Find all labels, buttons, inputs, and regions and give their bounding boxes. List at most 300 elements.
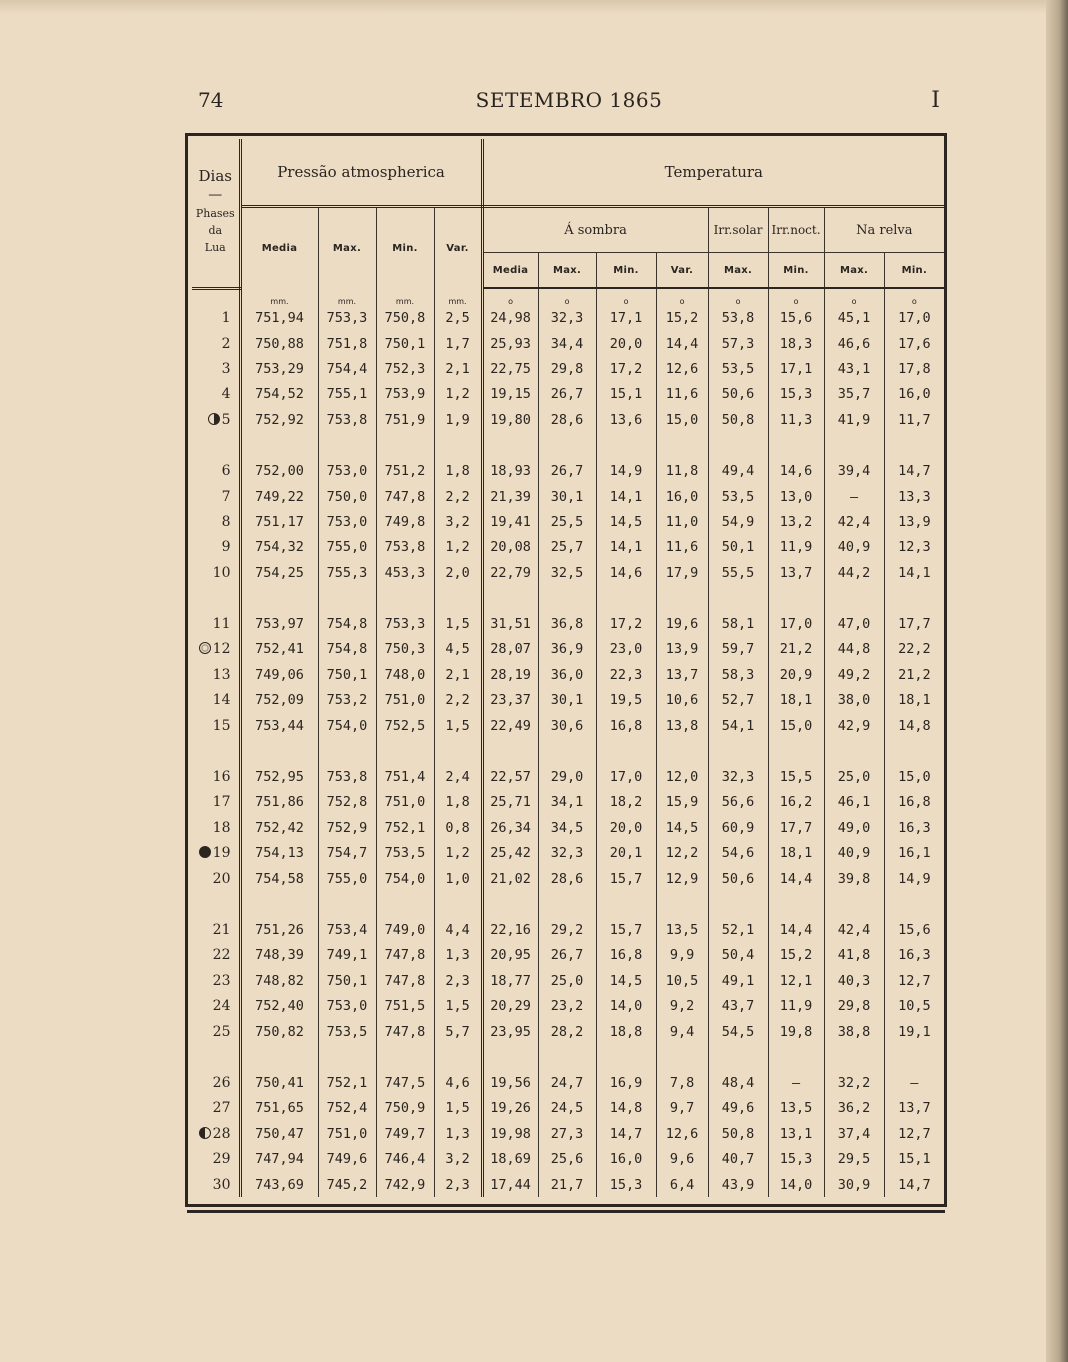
table-row [192,509,944,534]
p-var-cell: 3,2 [434,509,482,534]
p-min-cell: 751,2 [376,458,434,483]
day-number: 9 [221,539,231,556]
day-number: 22 [212,947,231,964]
irr-solar-cell: 54,1 [708,713,768,738]
spacer-cell [596,585,656,611]
s-media-cell: 19,41 [482,509,538,534]
spacer-cell [768,585,824,611]
irr-solar-cell: 50,6 [708,382,768,407]
pressao-media-header: Media [240,207,318,289]
p-max-cell: 754,8 [318,611,376,636]
s-var-cell: 14,5 [656,815,708,840]
group-spacer [192,1044,944,1070]
irr-noct-cell: 14,4 [768,917,824,942]
spacer-cell [434,585,482,611]
p-var-cell: 5,7 [434,1019,482,1044]
p-media-cell: 752,41 [240,637,318,662]
irr-solar-cell: 49,6 [708,1096,768,1121]
sombra-media-header: Media [482,253,538,289]
spacer-cell [240,891,318,917]
irr-solar-cell: 54,6 [708,841,768,866]
table-row [192,993,944,1018]
p-min-cell: 752,5 [376,713,434,738]
s-max-cell: 25,6 [538,1146,596,1171]
relva-max-cell: 39,4 [824,458,884,483]
s-min-cell: 14,0 [596,993,656,1018]
irr-noct-cell: 18,1 [768,841,824,866]
irr-noct-cell: 14,4 [768,866,824,891]
relva-min-cell: 19,1 [898,1023,931,1040]
p-max-cell: 749,1 [318,943,376,968]
p-min-cell: 754,0 [376,866,434,891]
p-min-cell: 752,1 [376,815,434,840]
p-media-cell: 754,13 [240,841,318,866]
p-min-cell: 749,7 [376,1121,434,1146]
p-media-cell: 751,94 [240,306,318,331]
table-row [192,637,944,662]
s-min-cell: 14,5 [596,509,656,534]
p-min-cell: 753,9 [376,382,434,407]
day-cell [192,764,240,789]
spacer-cell [768,432,824,458]
day-number: 29 [212,1151,231,1168]
phases-label: Lua [204,241,226,254]
unit-cell: mm. [376,288,434,306]
irr-noct-cell: 21,2 [768,637,824,662]
s-max-cell: 24,5 [538,1096,596,1121]
p-min-cell: 747,5 [376,1070,434,1095]
spacer-cell [708,1044,768,1070]
irr-noct-cell: 19,8 [768,1019,824,1044]
table-row [192,968,944,993]
spacer-cell [538,585,596,611]
unit-cell: mm. [240,288,318,306]
dias-dash: — [208,187,223,203]
day-number: 7 [221,488,231,505]
spacer-cell [318,738,376,764]
page-binding-edge [1046,0,1068,1362]
p-var-cell: 1,5 [434,713,482,738]
relva-min-cell: 11,7 [898,411,931,428]
s-max-cell: 36,8 [538,611,596,636]
day-cell [192,1019,240,1044]
irr-noct-cell: 13,1 [768,1121,824,1146]
a-sombra-header: Á sombra [482,207,708,253]
irr-solar-cell: 52,7 [708,688,768,713]
p-max-cell: 754,4 [318,356,376,381]
s-min-cell: 15,7 [596,866,656,891]
p-var-cell: 1,5 [434,993,482,1018]
s-var-cell: 9,7 [656,1096,708,1121]
p-max-cell: 752,8 [318,790,376,815]
p-media-cell: 748,39 [240,943,318,968]
day-cell [192,1070,240,1095]
spacer-cell [538,891,596,917]
s-var-cell: 13,7 [656,662,708,687]
p-var-cell: 2,3 [434,968,482,993]
irr-noct-cell: 15,6 [768,306,824,331]
p-max-cell: 755,3 [318,560,376,585]
s-max-cell: 23,2 [538,993,596,1018]
day-number: 10 [212,564,231,581]
s-var-cell: 10,6 [656,688,708,713]
s-var-cell: 13,8 [656,713,708,738]
spacer-cell [240,738,318,764]
s-min-cell: 16,8 [596,943,656,968]
sombra-var-header: Var. [656,253,708,289]
p-media-cell: 749,22 [240,484,318,509]
irr-noct-cell: 18,3 [768,331,824,356]
s-media-cell: 22,49 [482,713,538,738]
s-min-cell: 22,3 [596,662,656,687]
p-var-cell: 2,0 [434,560,482,585]
group-spacer [192,432,944,458]
p-media-cell: 749,06 [240,662,318,687]
s-max-cell: 30,6 [538,713,596,738]
s-min-cell: 20,0 [596,331,656,356]
s-var-cell: 12,9 [656,866,708,891]
page-number: 74 [198,88,224,112]
s-media-cell: 23,37 [482,688,538,713]
s-min-cell: 17,0 [596,764,656,789]
irr-noct-cell: 18,1 [768,688,824,713]
irr-solar-cell: 57,3 [708,331,768,356]
new-moon-icon [199,846,211,858]
relva-max-cell: 49,2 [824,662,884,687]
day-number: 6 [221,463,231,480]
relva-max-cell: 36,2 [824,1096,884,1121]
s-media-cell: 19,15 [482,382,538,407]
table-row [192,713,944,738]
p-var-cell: 2,3 [434,1172,482,1197]
relva-max-cell: 41,9 [824,407,884,432]
day-number: 8 [221,513,231,530]
s-min-cell: 15,3 [596,1172,656,1197]
meteorological-table [192,139,944,1197]
s-min-cell: 20,0 [596,815,656,840]
day-number: 26 [212,1074,231,1091]
irr-solar-cell: 50,1 [708,535,768,560]
relva-min-cell: 22,2 [898,641,931,658]
irr-noct-min-header: Min. [768,253,824,289]
table-row [192,560,944,585]
irr-noct-cell: 15,3 [768,382,824,407]
p-var-cell: 1,2 [434,382,482,407]
spacer-cell [434,1044,482,1070]
s-media-cell: 20,29 [482,993,538,1018]
irr-noct-cell: 11,9 [768,993,824,1018]
spacer-cell [434,891,482,917]
p-max-cell: 753,3 [318,306,376,331]
s-media-cell: 18,77 [482,968,538,993]
table-row [192,1096,944,1121]
irr-solar-cell: 53,8 [708,306,768,331]
s-media-cell: 28,19 [482,662,538,687]
s-media-cell: 17,44 [482,1172,538,1197]
s-var-cell: 12,6 [656,356,708,381]
s-var-cell: 9,2 [656,993,708,1018]
pressao-var-header: Var. [434,207,482,289]
spacer-cell [596,432,656,458]
relva-max-cell: 47,0 [824,611,884,636]
s-max-cell: 26,7 [538,382,596,407]
spacer-cell [656,432,708,458]
day-cell [192,713,240,738]
p-var-cell: 1,8 [434,790,482,815]
relva-min-cell: 13,3 [898,488,931,505]
relva-min-cell: 17,7 [898,616,931,633]
s-max-cell: 26,7 [538,458,596,483]
relva-max-cell: 46,1 [824,790,884,815]
irr-noct-cell: 20,9 [768,662,824,687]
table-row [192,407,944,432]
relva-min-cell: 12,7 [898,972,931,989]
p-media-cell: 747,94 [240,1146,318,1171]
p-var-cell: 2,4 [434,764,482,789]
spacer-cell [768,738,824,764]
s-var-cell: 13,9 [656,637,708,662]
spacer-cell [708,738,768,764]
day-number: 12 [212,641,231,658]
table-row [192,943,944,968]
phases-label: da [208,224,223,237]
p-max-cell: 751,8 [318,331,376,356]
dias-label: Dias [198,167,232,185]
s-media-cell: 19,98 [482,1121,538,1146]
relva-min-cell: 14,9 [898,870,931,887]
p-var-cell: 1,9 [434,407,482,432]
table-body [192,288,944,1197]
spacer-cell [538,432,596,458]
s-media-cell: 25,42 [482,841,538,866]
spacer-cell [768,891,824,917]
p-media-cell: 752,42 [240,815,318,840]
spacer-cell [318,432,376,458]
day-cell [192,331,240,356]
irr-solar-cell: 54,9 [708,509,768,534]
day-cell [192,1121,240,1146]
relva-max-cell: 43,1 [824,356,884,381]
p-max-cell: 752,9 [318,815,376,840]
spacer-cell [656,891,708,917]
s-min-cell: 14,1 [596,484,656,509]
s-min-cell: 14,7 [596,1121,656,1146]
spacer-cell [318,891,376,917]
s-min-cell: 18,8 [596,1019,656,1044]
day-cell [192,815,240,840]
p-min-cell: 747,8 [376,484,434,509]
irr-noct-cell: 17,0 [768,611,824,636]
p-media-cell: 750,88 [240,331,318,356]
irr-noct-cell: 15,3 [768,1146,824,1171]
irr-noct-cell: 14,0 [768,1172,824,1197]
relva-min-cell: 16,1 [898,845,931,862]
day-cell [192,356,240,381]
p-var-cell: 1,0 [434,866,482,891]
spacer-cell [482,891,538,917]
irr-solar-cell: 52,1 [708,917,768,942]
relva-min-cell: 12,3 [898,539,931,556]
s-var-cell: 11,6 [656,382,708,407]
irr-noct-cell: 13,0 [768,484,824,509]
table-row [192,764,944,789]
relva-max-cell: 40,9 [824,841,884,866]
spacer-cell [240,432,318,458]
p-max-cell: 753,0 [318,509,376,534]
p-max-cell: 751,0 [318,1121,376,1146]
s-media-cell: 31,51 [482,611,538,636]
unit-cell: o [656,288,708,306]
irr-noct-cell: 11,3 [768,407,824,432]
p-min-cell: 753,3 [376,611,434,636]
table-frame [185,133,947,1207]
relva-max-cell: 44,2 [824,560,884,585]
irr-noct-cell: 15,2 [768,943,824,968]
p-media-cell: 751,17 [240,509,318,534]
s-media-cell: 23,95 [482,1019,538,1044]
irr-noct-cell: 17,1 [768,356,824,381]
spacer-cell [192,738,240,764]
table-row [192,1019,944,1044]
day-cell [192,535,240,560]
day-number: 24 [212,998,231,1015]
p-var-cell: 1,3 [434,943,482,968]
irr-noct-cell: 13,5 [768,1096,824,1121]
spacer-cell [884,891,944,917]
s-media-cell: 21,02 [482,866,538,891]
s-max-cell: 36,9 [538,637,596,662]
relva-min-cell: 10,5 [898,998,931,1015]
group-spacer [192,891,944,917]
relva-min-cell: 15,0 [898,769,931,786]
unit-cell [192,288,240,306]
relva-max-cell: 38,8 [824,1019,884,1044]
day-number: 30 [212,1176,231,1193]
spacer-cell [538,1044,596,1070]
spacer-cell [708,891,768,917]
table-row [192,306,944,331]
s-var-cell: 7,8 [656,1070,708,1095]
p-min-cell: 746,4 [376,1146,434,1171]
s-min-cell: 20,1 [596,841,656,866]
day-cell [192,943,240,968]
relva-max-cell: 29,5 [824,1146,884,1171]
relva-max-cell: 41,8 [824,943,884,968]
spacer-cell [824,1044,884,1070]
irr-noct-cell: 13,7 [768,560,824,585]
p-var-cell: 1,3 [434,1121,482,1146]
table-row [192,841,944,866]
s-media-cell: 28,07 [482,637,538,662]
day-number: 20 [212,870,231,887]
irr-solar-cell: 48,4 [708,1070,768,1095]
spacer-cell [376,738,434,764]
p-max-cell: 753,0 [318,458,376,483]
s-var-cell: 9,4 [656,1019,708,1044]
day-cell [192,1172,240,1197]
spacer-cell [656,585,708,611]
spacer-cell [884,432,944,458]
table-row [192,1070,944,1095]
spacer-cell [824,891,884,917]
p-media-cell: 748,82 [240,968,318,993]
irr-noct-cell: 16,2 [768,790,824,815]
s-media-cell: 20,95 [482,943,538,968]
p-max-cell: 753,8 [318,764,376,789]
s-min-cell: 16,8 [596,713,656,738]
p-min-cell: 747,8 [376,968,434,993]
p-max-cell: 745,2 [318,1172,376,1197]
p-min-cell: 752,3 [376,356,434,381]
day-cell [192,866,240,891]
s-min-cell: 14,5 [596,968,656,993]
s-var-cell: 12,0 [656,764,708,789]
relva-max-cell: 49,0 [824,815,884,840]
spacer-cell [884,585,944,611]
p-media-cell: 750,41 [240,1070,318,1095]
page-title: SETEMBRO 1865 [475,88,663,112]
table-row [192,662,944,687]
p-min-cell: 750,9 [376,1096,434,1121]
day-cell [192,917,240,942]
relva-max-cell: 42,4 [824,509,884,534]
sombra-min-header: Min. [596,253,656,289]
p-media-cell: 750,47 [240,1121,318,1146]
day-number: 19 [212,845,231,862]
irr-solar-cell: 60,9 [708,815,768,840]
s-max-cell: 30,1 [538,484,596,509]
table-row [192,1146,944,1171]
s-var-cell: 9,9 [656,943,708,968]
s-var-cell: 9,6 [656,1146,708,1171]
irr-solar-cell: 53,5 [708,356,768,381]
p-var-cell: 2,1 [434,356,482,381]
p-min-cell: 751,0 [376,790,434,815]
spacer-cell [768,1044,824,1070]
p-media-cell: 751,65 [240,1096,318,1121]
s-min-cell: 14,1 [596,535,656,560]
p-media-cell: 751,86 [240,790,318,815]
relva-min-cell: 14,8 [898,717,931,734]
spacer-cell [434,432,482,458]
table-row [192,1121,944,1146]
p-var-cell: 2,5 [434,306,482,331]
p-var-cell: 1,7 [434,331,482,356]
s-max-cell: 34,4 [538,331,596,356]
s-min-cell: 17,2 [596,611,656,636]
p-var-cell: 2,2 [434,688,482,713]
s-min-cell: 13,6 [596,407,656,432]
s-media-cell: 18,93 [482,458,538,483]
p-media-cell: 751,26 [240,917,318,942]
spacer-cell [192,1044,240,1070]
unit-cell: o [768,288,824,306]
p-media-cell: 752,92 [240,407,318,432]
irr-noct-header: Irr.noct. [768,207,824,253]
s-max-cell: 34,1 [538,790,596,815]
s-var-cell: 11,6 [656,535,708,560]
spacer-cell [376,432,434,458]
spacer-cell [656,738,708,764]
irr-solar-cell: 58,1 [708,611,768,636]
relva-min-cell: 16,3 [898,819,931,836]
p-max-cell: 752,4 [318,1096,376,1121]
p-max-cell: 755,0 [318,866,376,891]
group-spacer [192,585,944,611]
spacer-cell [824,585,884,611]
spacer-cell [318,1044,376,1070]
s-min-cell: 15,1 [596,382,656,407]
